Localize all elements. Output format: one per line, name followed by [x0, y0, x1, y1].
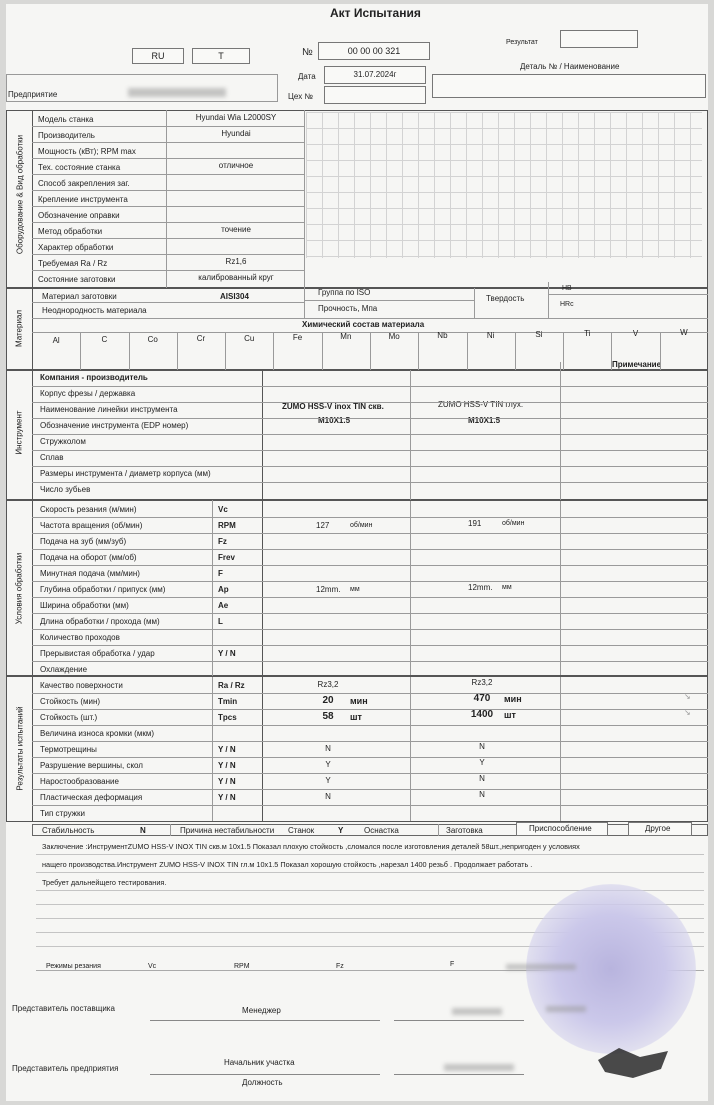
condition-code: Frev — [218, 553, 235, 562]
hb-label: HB — [562, 285, 572, 292]
stability-label: Стабильность — [42, 826, 95, 835]
col-divider — [467, 332, 468, 370]
number-label: № — [302, 47, 313, 58]
modes-fz: Fz — [336, 963, 344, 970]
conditions-section-label: Условия обработки — [14, 552, 24, 625]
chem-element: C — [101, 335, 108, 345]
col-divider — [611, 332, 612, 370]
shop-label: Цех № — [288, 92, 313, 101]
condition-unit-1: об/мин — [350, 522, 373, 529]
condition-unit-2: мм — [502, 584, 512, 591]
col-divider — [660, 332, 661, 370]
arrow-icon: ↘ — [684, 708, 691, 717]
tool-section-label: Инструмент — [14, 410, 24, 455]
row-divider — [32, 613, 708, 614]
row-divider — [32, 757, 708, 758]
supplier-name-redacted — [452, 1008, 502, 1015]
results-section-label: Результаты испытаний — [15, 706, 25, 791]
condition-code: Ae — [218, 601, 229, 610]
result-value-1: N — [325, 792, 331, 801]
condition-label: Частота вращения (об/мин) — [40, 521, 143, 530]
hrc-label: HRc — [560, 301, 574, 308]
chem-element: Al — [52, 336, 60, 345]
condition-code: L — [218, 617, 223, 626]
result-code: Y / N — [218, 745, 236, 754]
row-divider — [32, 386, 708, 387]
row-divider — [32, 142, 304, 143]
result-value-1: Rz3,2 — [317, 680, 339, 689]
chem-element: W — [680, 328, 688, 338]
equipment-row-label: Крепление инструмента — [38, 195, 128, 204]
chem-element: Ni — [486, 330, 495, 340]
result-value-2: N — [479, 742, 485, 751]
chem-element: V — [632, 328, 639, 338]
row-divider — [32, 466, 708, 467]
result-value-2: N — [479, 774, 485, 783]
tool-row-label: Число зубьев — [40, 485, 91, 494]
row-divider — [32, 190, 304, 191]
detail-label: Деталь № / Наименование — [520, 62, 620, 71]
result-label: Величина износа кромки (мкм) — [40, 729, 154, 738]
row-divider — [32, 661, 708, 662]
result-value-1: 58 — [322, 711, 334, 722]
equipment-row-label: Производитель — [38, 131, 95, 140]
row-divider — [32, 629, 708, 630]
date-box — [324, 66, 426, 84]
row-divider — [32, 434, 708, 435]
company-name-redacted — [128, 88, 226, 97]
condition-code: F — [218, 569, 223, 578]
col-divider — [166, 110, 167, 288]
company-rep-name-redacted — [444, 1064, 514, 1071]
condition-label: Подача на оборот (мм/об) — [40, 553, 137, 562]
tool-row-label: Компания - производитель — [40, 373, 148, 382]
chem-element: Cu — [244, 333, 255, 343]
machine-label: Станок — [288, 826, 315, 835]
col-divider — [563, 332, 564, 370]
condition-unit-2: об/мин — [502, 520, 525, 527]
equipment-row-value: калиброванный круг — [198, 273, 274, 282]
row-divider — [32, 402, 708, 403]
result-value-2: 1400 — [470, 709, 494, 720]
tool2-code: M10X1.5 — [468, 416, 501, 425]
arrow-icon: ↘ — [684, 692, 691, 701]
col-divider — [129, 332, 130, 370]
tool-row-label: Сплав — [40, 453, 64, 462]
result-label: Пластическая деформация — [40, 793, 143, 802]
condition-label: Подача на зуб (мм/зуб) — [40, 537, 127, 546]
head-label: Начальник участка — [224, 1058, 295, 1067]
condition-label: Охлаждение — [40, 665, 88, 674]
col-divider — [418, 332, 419, 370]
result-unit-1: мин — [350, 696, 368, 706]
col-divider — [304, 110, 305, 288]
row-divider — [32, 482, 708, 483]
equipment-row-label: Обозначение оправки — [38, 211, 120, 220]
conclusion-line1: Заключение :ИнструментZUMO HSS-V INOX TIN скв.м 10х1.5 Показал плохую стойкость ,сломался после изготовления деталей 58шт.,непригоден у условиях — [42, 842, 580, 851]
type-value: T — [218, 51, 224, 61]
col-divider — [80, 332, 81, 370]
condition-value-1: 127 — [316, 521, 330, 530]
language-box — [132, 48, 184, 64]
row-divider — [32, 126, 304, 127]
note-header: Примечание — [612, 360, 662, 369]
row-divider — [32, 238, 304, 239]
iso-group-label: Группа по ISO — [318, 288, 371, 297]
tooling-label: Оснастка — [364, 826, 399, 835]
result-value-1: Y — [325, 760, 331, 769]
result-code: Tmin — [218, 697, 238, 706]
date-value: 31.07.2024г — [353, 70, 397, 79]
date-label: Дата — [298, 72, 316, 81]
equipment-row-label: Мощность (кВт); RPM max — [38, 147, 136, 156]
tool1-name: ZUMO HSS-V inox TIN скв. — [282, 402, 384, 411]
col-divider — [273, 332, 274, 370]
tool-row-label: Наименование линейки инструмента — [40, 405, 178, 414]
condition-value-1: 12mm. — [316, 585, 341, 594]
chem-element: Ti — [584, 329, 591, 339]
modes-rpm: RPM — [234, 963, 250, 970]
supplier-rep-label: Представитель поставщика — [12, 1004, 115, 1013]
col-divider — [225, 332, 226, 370]
workpiece-label: Материал заготовки — [42, 292, 117, 301]
tool-row-label: Размеры инструмента / диаметр корпуса (мм) — [40, 469, 211, 478]
stability-value: N — [140, 826, 146, 835]
row-divider — [32, 597, 708, 598]
result-code: Y / N — [218, 761, 236, 770]
document-title: Акт Испытания — [330, 6, 421, 20]
strength-label: Прочность, Мпа — [318, 304, 378, 313]
equipment-row-value: Hyundai — [221, 129, 251, 138]
chem-element: Mn — [340, 332, 352, 342]
other-label: Другое — [645, 824, 671, 833]
chem-element: Cr — [196, 334, 206, 344]
tool-row-label: Стружколом — [40, 437, 86, 446]
number-value: 00 00 00 321 — [347, 46, 401, 56]
chem-element: Fe — [292, 333, 303, 342]
result-label: Разрушение вершины, скол — [40, 761, 143, 770]
modes-vc: Vc — [148, 963, 157, 970]
condition-code: RPM — [218, 521, 236, 530]
equipment-row-value: Hyundai Wia L2000SY — [195, 113, 277, 122]
row-divider — [32, 773, 708, 774]
other-box — [628, 822, 692, 836]
condition-label: Скорость резания (м/мин) — [40, 505, 137, 514]
row-divider — [32, 450, 708, 451]
tool-row-label: Корпус фрезы / державка — [40, 389, 136, 398]
result-value-2: Y — [479, 758, 485, 767]
result-label: Результат — [506, 39, 538, 46]
result-value-1: 20 — [322, 695, 334, 706]
result-label: Качество поверхности — [40, 681, 123, 690]
result-value-2: N — [479, 790, 485, 799]
result-value-2: 470 — [473, 693, 491, 704]
equipment-row-value: Rz1,6 — [225, 257, 247, 266]
modes-label: Режимы резания — [46, 963, 101, 970]
row-divider — [32, 741, 708, 742]
equipment-row-label: Модель станка — [38, 115, 94, 124]
material-section-label: Материал — [14, 309, 24, 348]
number-box — [318, 42, 430, 60]
result-unit-2: шт — [504, 710, 516, 720]
heterogeneity-label: Неоднородность материала — [42, 306, 147, 315]
result-label: Стойкость (мин) — [40, 697, 101, 706]
condition-value-2: 191 — [468, 519, 482, 528]
result-label: Стойкость (шт.) — [40, 713, 98, 722]
tool-row-label: Обозначение инструмента (EDP номер) — [40, 421, 189, 430]
detail-box — [432, 74, 706, 98]
result-value-1: Y — [325, 776, 331, 785]
col-divider — [177, 332, 178, 370]
result-value-1: N — [325, 744, 331, 753]
chem-element: Si — [535, 330, 543, 339]
equipment-row-label: Состояние заготовки — [38, 275, 116, 284]
result-label: Термотрещины — [40, 745, 97, 754]
conclusion-line2: нащего производства.Инструмент ZUMO HSS-V INOX TIN гл.м 10х1.5 Показал хорошую стойкость ,нарезал 1400 резьб . Продолжает работать . — [42, 860, 533, 869]
workpiece-reason-label: Заготовка — [446, 826, 483, 835]
col-divider — [322, 332, 323, 370]
col-divider — [370, 332, 371, 370]
row-divider — [32, 693, 708, 694]
chem-element: Nb — [437, 331, 448, 341]
row-divider — [32, 517, 708, 518]
language-value: RU — [151, 51, 165, 61]
result-unit-2: мин — [504, 694, 522, 704]
condition-label: Глубина обработки / припуск (мм) — [40, 585, 166, 594]
row-divider — [32, 565, 708, 566]
condition-label: Прерывистая обработка / удар — [40, 649, 155, 658]
result-unit-1: шт — [350, 712, 362, 722]
row-divider — [32, 222, 304, 223]
modes-f: F — [450, 961, 455, 968]
condition-code: Vc — [218, 505, 228, 514]
result-box — [560, 30, 638, 48]
condition-code: Y / N — [218, 649, 236, 658]
reason-label: Причина нестабильности — [180, 826, 275, 835]
manager-label: Менеджер — [242, 1006, 281, 1015]
result-label: Тип стружки — [40, 809, 85, 818]
workpiece-value: AISI304 — [220, 292, 249, 301]
hardness-label: Твердость — [486, 294, 525, 303]
chem-title: Химический состав материала — [302, 320, 425, 329]
row-divider — [32, 158, 304, 159]
machine-value: Y — [338, 826, 344, 835]
fixture-box — [516, 822, 608, 836]
tool1-code: M10X1.5 — [318, 416, 351, 425]
condition-unit-1: мм — [350, 586, 360, 593]
condition-label: Минутная подача (мм/мин) — [40, 569, 140, 578]
row-divider — [32, 725, 708, 726]
result-code: Ra / Rz — [218, 681, 245, 690]
row-divider — [32, 206, 304, 207]
result-label: Наростообразование — [40, 777, 119, 786]
shop-box — [324, 86, 426, 104]
tool2-name: ZUMO HSS-V TIN глух. — [438, 400, 524, 409]
sketch-grid — [306, 112, 702, 258]
row-divider — [32, 709, 708, 710]
conclusion-line3: Требует дальнейщего тестирования. — [42, 878, 167, 887]
equipment-row-label: Требуемая Ra / Rz — [38, 259, 108, 268]
equipment-section-label: Оборудование & Вид обработки — [15, 134, 25, 255]
row-divider — [32, 789, 708, 790]
row-divider — [32, 254, 304, 255]
result-code: Y / N — [218, 793, 236, 802]
equipment-row-label: Тех. состояние станка — [38, 163, 121, 172]
equipment-row-value: отличное — [218, 161, 254, 170]
position-label: Должность — [242, 1078, 283, 1087]
result-value-2: Rz3,2 — [471, 678, 493, 687]
row-divider — [32, 549, 708, 550]
result-code: Y / N — [218, 777, 236, 786]
condition-code: Ap — [218, 585, 229, 594]
equipment-row-label: Характер обработки — [38, 243, 114, 252]
equipment-row-value: точение — [221, 225, 251, 234]
col-divider — [515, 332, 516, 370]
row-divider — [32, 418, 708, 419]
type-box — [192, 48, 250, 64]
chem-element: Mo — [388, 331, 400, 341]
row-divider — [32, 581, 708, 582]
row-divider — [32, 174, 304, 175]
condition-label: Длина обработки / прохода (мм) — [40, 617, 160, 626]
row-divider — [32, 805, 708, 806]
row-divider — [32, 645, 708, 646]
test-report-sheet — [6, 4, 708, 1101]
company-label: Предприятие — [8, 90, 58, 99]
result-code: Tpcs — [218, 713, 237, 722]
row-divider — [32, 533, 708, 534]
fixture-label: Приспособление — [529, 824, 592, 833]
condition-code: Fz — [218, 537, 227, 546]
equipment-row-label: Способ закрепления заг. — [38, 179, 130, 188]
equipment-row-label: Метод обработки — [38, 227, 103, 236]
condition-label: Количество проходов — [40, 633, 120, 642]
company-rep-label: Представитель предприятия — [12, 1064, 119, 1073]
condition-value-2: 12mm. — [468, 583, 493, 592]
chem-element: Co — [147, 334, 158, 344]
condition-label: Ширина обработки (мм) — [40, 601, 129, 610]
row-divider — [32, 270, 304, 271]
